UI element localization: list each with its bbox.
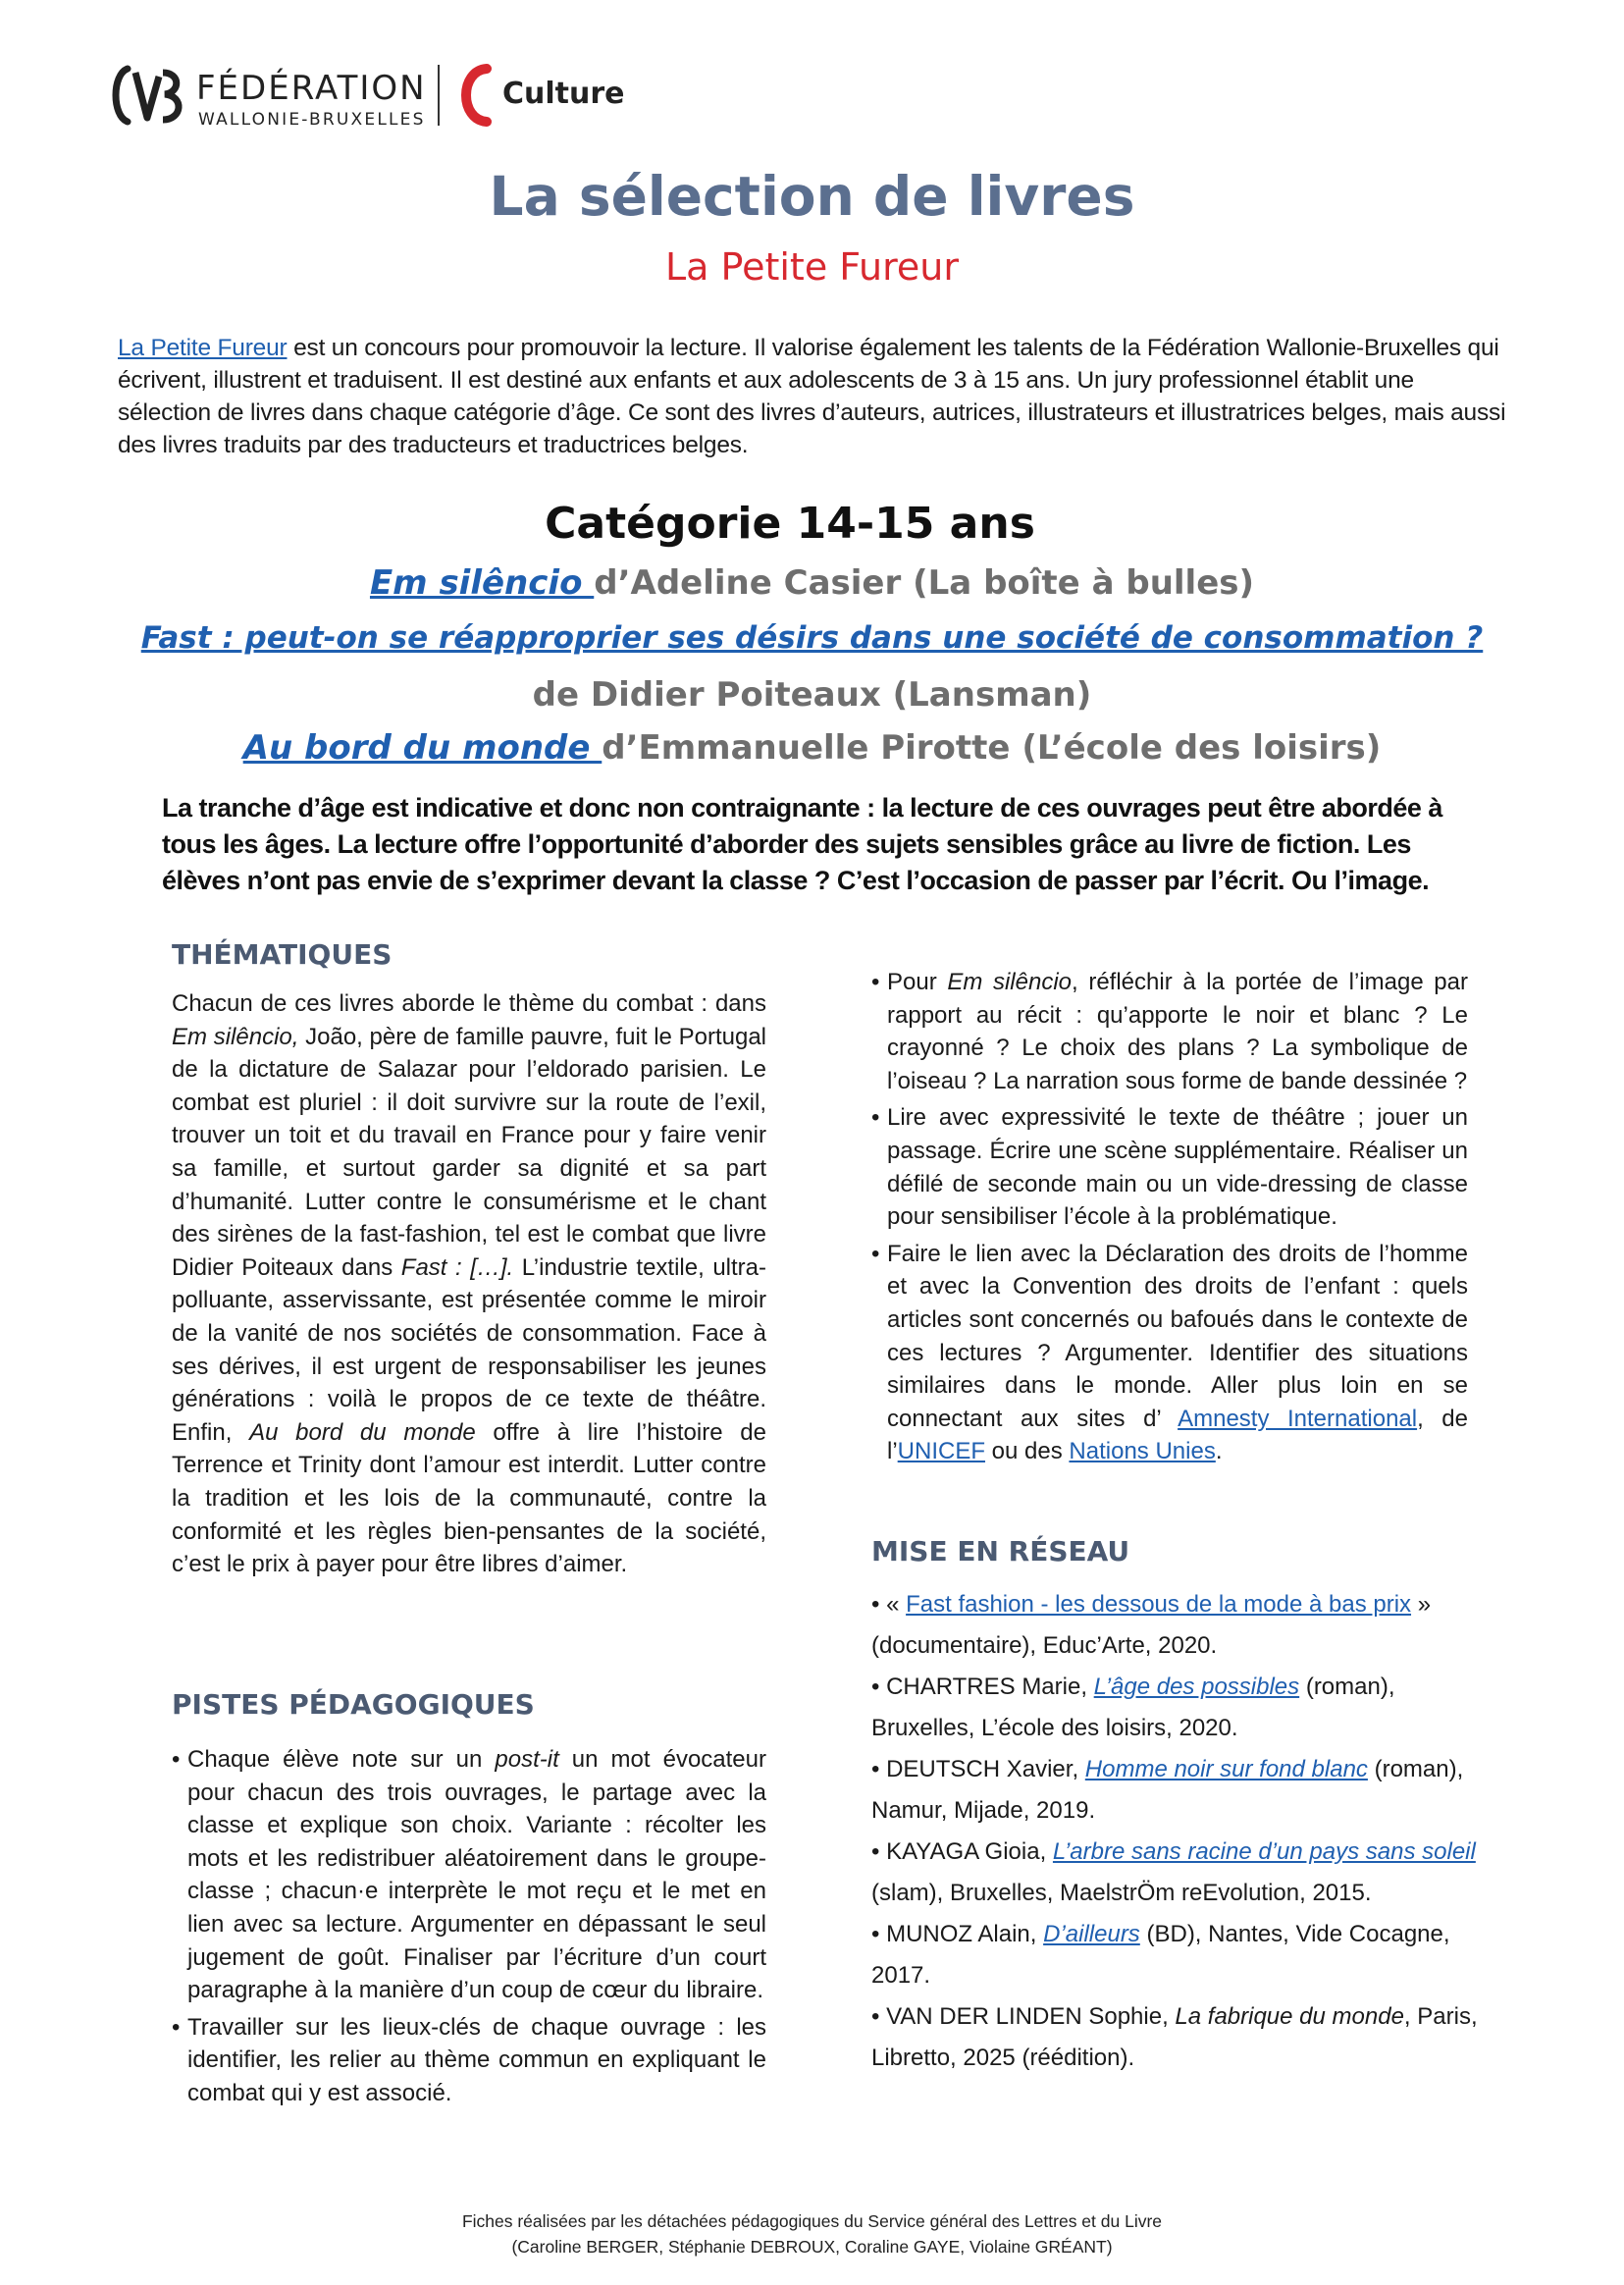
culture-c-icon xyxy=(451,63,495,128)
right-item-1 xyxy=(871,966,1468,1097)
book-line-1 xyxy=(0,563,1624,603)
them-text-2: João, père de famille pauvre, fuit le Portugal de la dictature de Salazar pour l’eldorado parisien. Le combat est pluriel : il doit survivre sur la route de l’exil, trouver un toit et du travail en France pour y faire venir sa famille, et surtout garder sa dignité et sa part d’humanité. Lutter contre le consumérisme et le chant des sirènes de la fast-fashion, tel est le combat que livre Didier Poiteaux dans xyxy=(172,1023,767,1281)
thematiques-text xyxy=(172,987,766,1581)
right-item-2 xyxy=(871,1101,1468,1233)
fast-fashion-link[interactable]: Fast fashion - les dessous de la mode à bas prix xyxy=(906,1591,1412,1618)
r1-pre: • « xyxy=(871,1591,907,1618)
r4-post: (slam), Bruxelles, MaelstrÖm reEvolution, 2015. xyxy=(871,1880,1372,1906)
r4-pre: • KAYAGA Gioia, xyxy=(871,1838,1053,1865)
unicef-link[interactable]: UNICEF xyxy=(897,1438,986,1465)
book-line-2-author: de Didier Poiteaux (Lansman) xyxy=(532,675,1092,715)
bullet-icon: • xyxy=(871,969,880,995)
footer-credits xyxy=(0,2208,1624,2259)
amnesty-link[interactable]: Amnesty International xyxy=(1178,1405,1418,1432)
right2-text: Lire avec expressivité le texte de théâtre ; jouer un passage. Écrire une scène supplémentaire. Réaliser un défilé de seconde main ou un vide-dressing de classe pour sensibiliser l’école à la problématique. xyxy=(887,1104,1468,1231)
them-text-1: Chacun de ces livres aborde le thème du combat : dans xyxy=(172,990,766,1017)
age-note-paragraph: La tranche d’âge est indicative et donc non contraignante : la lecture de ces ouvrages peut être abordée à tous les âges. La lecture offre l’opportunité d’aborder des sujets sensibles grâce au livre de fiction. Les élèves n’ont pas envie de s’exprimer devant la classe ? C’est l’occasion de passer par l’écrit. Ou l’image. xyxy=(162,793,1442,895)
page-title: La sélection de livres xyxy=(489,165,1135,228)
pistes1-em: post-it xyxy=(495,1746,559,1773)
bullet-icon: • xyxy=(172,2013,181,2041)
pistes2-text: Travailler sur les lieux-clés de chaque ouvrage : les identifier, les relier au thème commun en expliquant le combat qui y est associé. xyxy=(187,2013,766,2106)
thematiques-paragraph xyxy=(172,987,766,1581)
book-line-2 xyxy=(0,620,1624,656)
pistes-item-2 xyxy=(172,2011,766,2110)
right-item-3 xyxy=(871,1238,1468,1468)
pistes-item-1 xyxy=(172,1743,766,2007)
book3-author: d’Emmanuelle Pirotte (L’école des loisirs) xyxy=(602,728,1382,768)
r2-pre: • CHARTRES Marie, xyxy=(871,1674,1094,1700)
pistes1-text-b: un mot évocateur pour chacun des trois ouvrages, le partage avec la classe et explique son choix. Variante : récolter les mots et les redistribuer aléatoirement dans le groupe-classe ; chacun·e interprète le mot reçu et le met en lien avec sa lecture. Argumenter en dépassant le seul jugement de goût. Finaliser par l’écriture d’un court paragraphe à la manière d’un coup de cœur du libraire. xyxy=(187,1746,766,2004)
reseau-item-1 xyxy=(871,1584,1480,1667)
reseau-item-4 xyxy=(871,1832,1480,1914)
footer-line-1: Fiches réalisées par les détachées pédagogiques du Service général des Lettres et du Livre xyxy=(461,2211,1163,2231)
pistes-heading: PISTES PÉDAGOGIQUES xyxy=(172,1688,535,1721)
right3-text-c: ou des xyxy=(985,1438,1070,1465)
r5-post: (BD), Nantes, Vide Cocagne, 2017. xyxy=(871,1921,1450,1989)
reseau-item-3 xyxy=(871,1749,1480,1832)
footer-line-2: (Caroline BERGER, Stéphanie DEBROUX, Coraline GAYE, Violaine GRÉANT) xyxy=(511,2237,1113,2257)
bullet-icon: • xyxy=(871,1240,880,1267)
r2-post: (roman), Bruxelles, L’école des loisirs, 2020. xyxy=(871,1674,1395,1741)
r1-post: » (documentaire), Educ’Arte, 2020. xyxy=(871,1591,1432,1659)
book3-link[interactable]: Au bord du monde xyxy=(242,728,602,768)
right-pistes-list xyxy=(871,966,1468,1472)
r6-pre: • VAN DER LINDEN Sophie, xyxy=(871,2003,1176,2030)
book2-link[interactable]: Fast : peut-on se réapproprier ses désirs dans une société de consommation ? xyxy=(140,620,1484,656)
right1-text-b: , réfléchir à la portée de l’image par rapport au récit : qu’apporte le noir et blanc ? Le crayonné ? Le choix des plans ? La symbolique de l’oiseau ? La narration sous forme de bande dessinée ? xyxy=(887,969,1468,1094)
intro-paragraph xyxy=(118,332,1506,461)
header-logo xyxy=(108,61,657,130)
reseau-item-5 xyxy=(871,1914,1480,1996)
them-em-3: Au bord du monde xyxy=(249,1418,476,1446)
arbre-sans-racine-link[interactable]: L’arbre sans racine d’un pays sans soleil xyxy=(1052,1838,1476,1865)
reseau-list xyxy=(871,1584,1480,2079)
r5-pre: • MUNOZ Alain, xyxy=(871,1921,1044,1947)
thematiques-heading: THÉMATIQUES xyxy=(172,938,393,971)
dailleurs-link[interactable]: D’ailleurs xyxy=(1043,1921,1140,1947)
book1-link[interactable]: Em silêncio xyxy=(369,563,595,603)
category-title: Catégorie 14-15 ans xyxy=(545,499,1035,549)
org-name-line2: WALLONIE-BRUXELLES xyxy=(198,110,426,130)
logo-divider xyxy=(438,65,440,126)
org-name-line1: FÉDÉRATION xyxy=(196,69,427,108)
them-em-2: Fast : […]. xyxy=(400,1253,514,1281)
r3-pre: • DEUTSCH Xavier, xyxy=(871,1756,1085,1782)
right3-text-b: , de l’ xyxy=(887,1405,1468,1465)
intro-text: est un concours pour promouvoir la lecture. Il valorise également les talents de la Fédération Wallonie-Bruxelles qui écrivent, illustrent et traduisent. Il est destiné aux enfants et aux adolescents de 3 à 15 ans. Un jury professionnel établit une sélection de livres dans chaque catégorie d’âge. Ce sont des livres d’auteurs, autrices, illustrateurs et illustratrices belges, mais aussi des livres traduits par des traducteurs et traductrices belges. xyxy=(118,335,1506,458)
them-em-1: Em silêncio, xyxy=(172,1023,299,1050)
bullet-icon: • xyxy=(172,1746,181,1773)
age-possibles-link[interactable]: L’âge des possibles xyxy=(1093,1674,1300,1700)
right3-text-a: Faire le lien avec la Déclaration des droits de l’homme et avec la Convention des droits de l’enfant : quels articles sont concernés ou bafoués dans le contexte de ces lectures ? Argumenter. Identifier des situations similaires dans le monde. Aller plus loin en se connectant aux sites d’ xyxy=(887,1240,1468,1432)
reseau-item-2 xyxy=(871,1667,1480,1749)
dept-name: Culture xyxy=(502,77,625,111)
right1-text-a: Pour xyxy=(887,969,948,995)
petite-fureur-link[interactable]: La Petite Fureur xyxy=(118,335,288,361)
reseau-heading: MISE EN RÉSEAU xyxy=(871,1535,1130,1568)
pistes-list xyxy=(172,1743,766,2114)
right1-em: Em silêncio xyxy=(947,969,1073,995)
r6-post: , Paris, Libretto, 2025 (réédition). xyxy=(871,2003,1478,2071)
r3-post: (roman), Namur, Mijade, 2019. xyxy=(871,1756,1464,1824)
right3-text-d: . xyxy=(1215,1438,1223,1465)
bullet-icon: • xyxy=(871,1104,880,1132)
r6-em: La fabrique du monde xyxy=(1175,2003,1404,2030)
homme-noir-link[interactable]: Homme noir sur fond blanc xyxy=(1084,1756,1368,1782)
pistes1-text-a: Chaque élève note sur un xyxy=(187,1746,496,1773)
book-line-3 xyxy=(0,728,1624,768)
them-text-3: L’industrie textile, ultra-polluante, asservissante, est présentée comme le miroir de la vanité de nos sociétés de consommation. Face à ses dérives, il est urgent de responsabiliser les jeunes générations : voilà le propos de ce texte de théâtre. Enfin, xyxy=(172,1253,766,1446)
them-text-4: offre à lire l’histoire de Terrence et Trinity dont l’amour est interdit. Lutter contre la tradition et les lois de la communauté, contre la conformité et les règles bien-pensantes de la société, c’est le prix à payer pour être libres d’aimer. xyxy=(172,1418,766,1578)
nations-unies-link[interactable]: Nations Unies xyxy=(1069,1438,1216,1465)
book1-author: d’Adeline Casier (La boîte à bulles) xyxy=(594,563,1255,603)
fwb-logo-icon xyxy=(108,61,186,130)
page-subtitle: La Petite Fureur xyxy=(664,245,960,289)
reseau-item-6 xyxy=(871,1996,1480,2079)
